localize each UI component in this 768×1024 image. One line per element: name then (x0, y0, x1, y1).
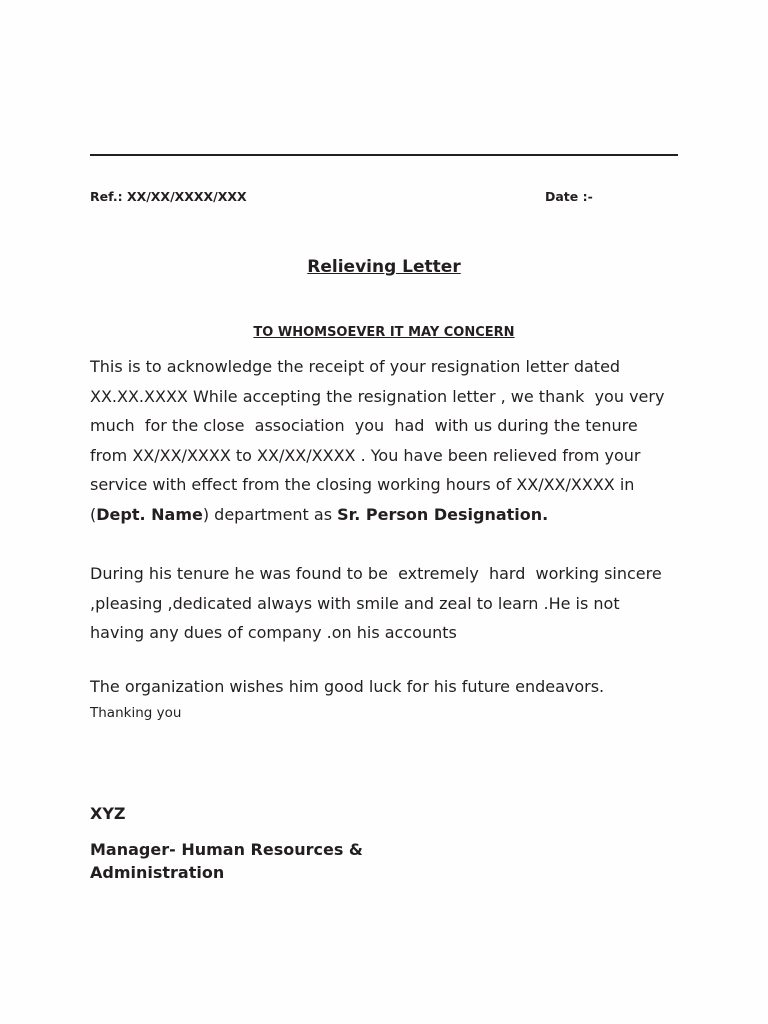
closing-text: Thanking you (90, 705, 182, 721)
wishes-paragraph (90, 672, 690, 702)
tenure-paragraph (90, 559, 690, 648)
paragraph-line: from XX/XX/XXXX to XX/XX/XXXX . You have been relieved from your (90, 445, 641, 465)
dept-name: Dept. Name (96, 504, 203, 524)
reference-number: Ref.: XX/XX/XXXX/XXX (90, 189, 247, 204)
designation: Sr. Person Designation. (337, 504, 549, 524)
salutation-heading: TO WHOMSOEVER IT MAY CONCERN (253, 325, 515, 340)
paragraph-line: This is to acknowledge the receipt of your resignation letter dated (90, 357, 621, 376)
paragraph-line: much for the close association you had with us during the tenure (90, 416, 638, 435)
letter-title: Relieving Letter (307, 257, 461, 277)
paragraph-line: service with effect from the closing working hours of XX/XX/XXXX in (90, 475, 635, 494)
date-label: Date :- (545, 189, 593, 204)
paragraph-line: XX.XX.XXXX While accepting the resignation letter , we thank you very (90, 386, 665, 406)
signatory-title-line: Manager- Human Resources & (90, 840, 363, 859)
paragraph-line: having any dues of company .on his accounts (90, 623, 457, 642)
header-rule (90, 154, 678, 156)
acknowledgement-paragraph (90, 352, 690, 529)
paragraph-text: ) department as (202, 504, 338, 524)
paragraph-line: The organization wishes him good luck for his future endeavors. (90, 677, 605, 696)
paragraph-line: ,pleasing ,dedicated always with smile and zeal to learn .He is not (90, 593, 620, 613)
signatory-title (90, 838, 410, 884)
signatory-name: XYZ (90, 804, 126, 823)
paren-open: ( (90, 504, 97, 524)
paragraph-line (90, 500, 690, 530)
signatory-title-line: Administration (90, 863, 225, 882)
paragraph-line: During his tenure he was found to be extremely hard working sincere (90, 564, 662, 583)
